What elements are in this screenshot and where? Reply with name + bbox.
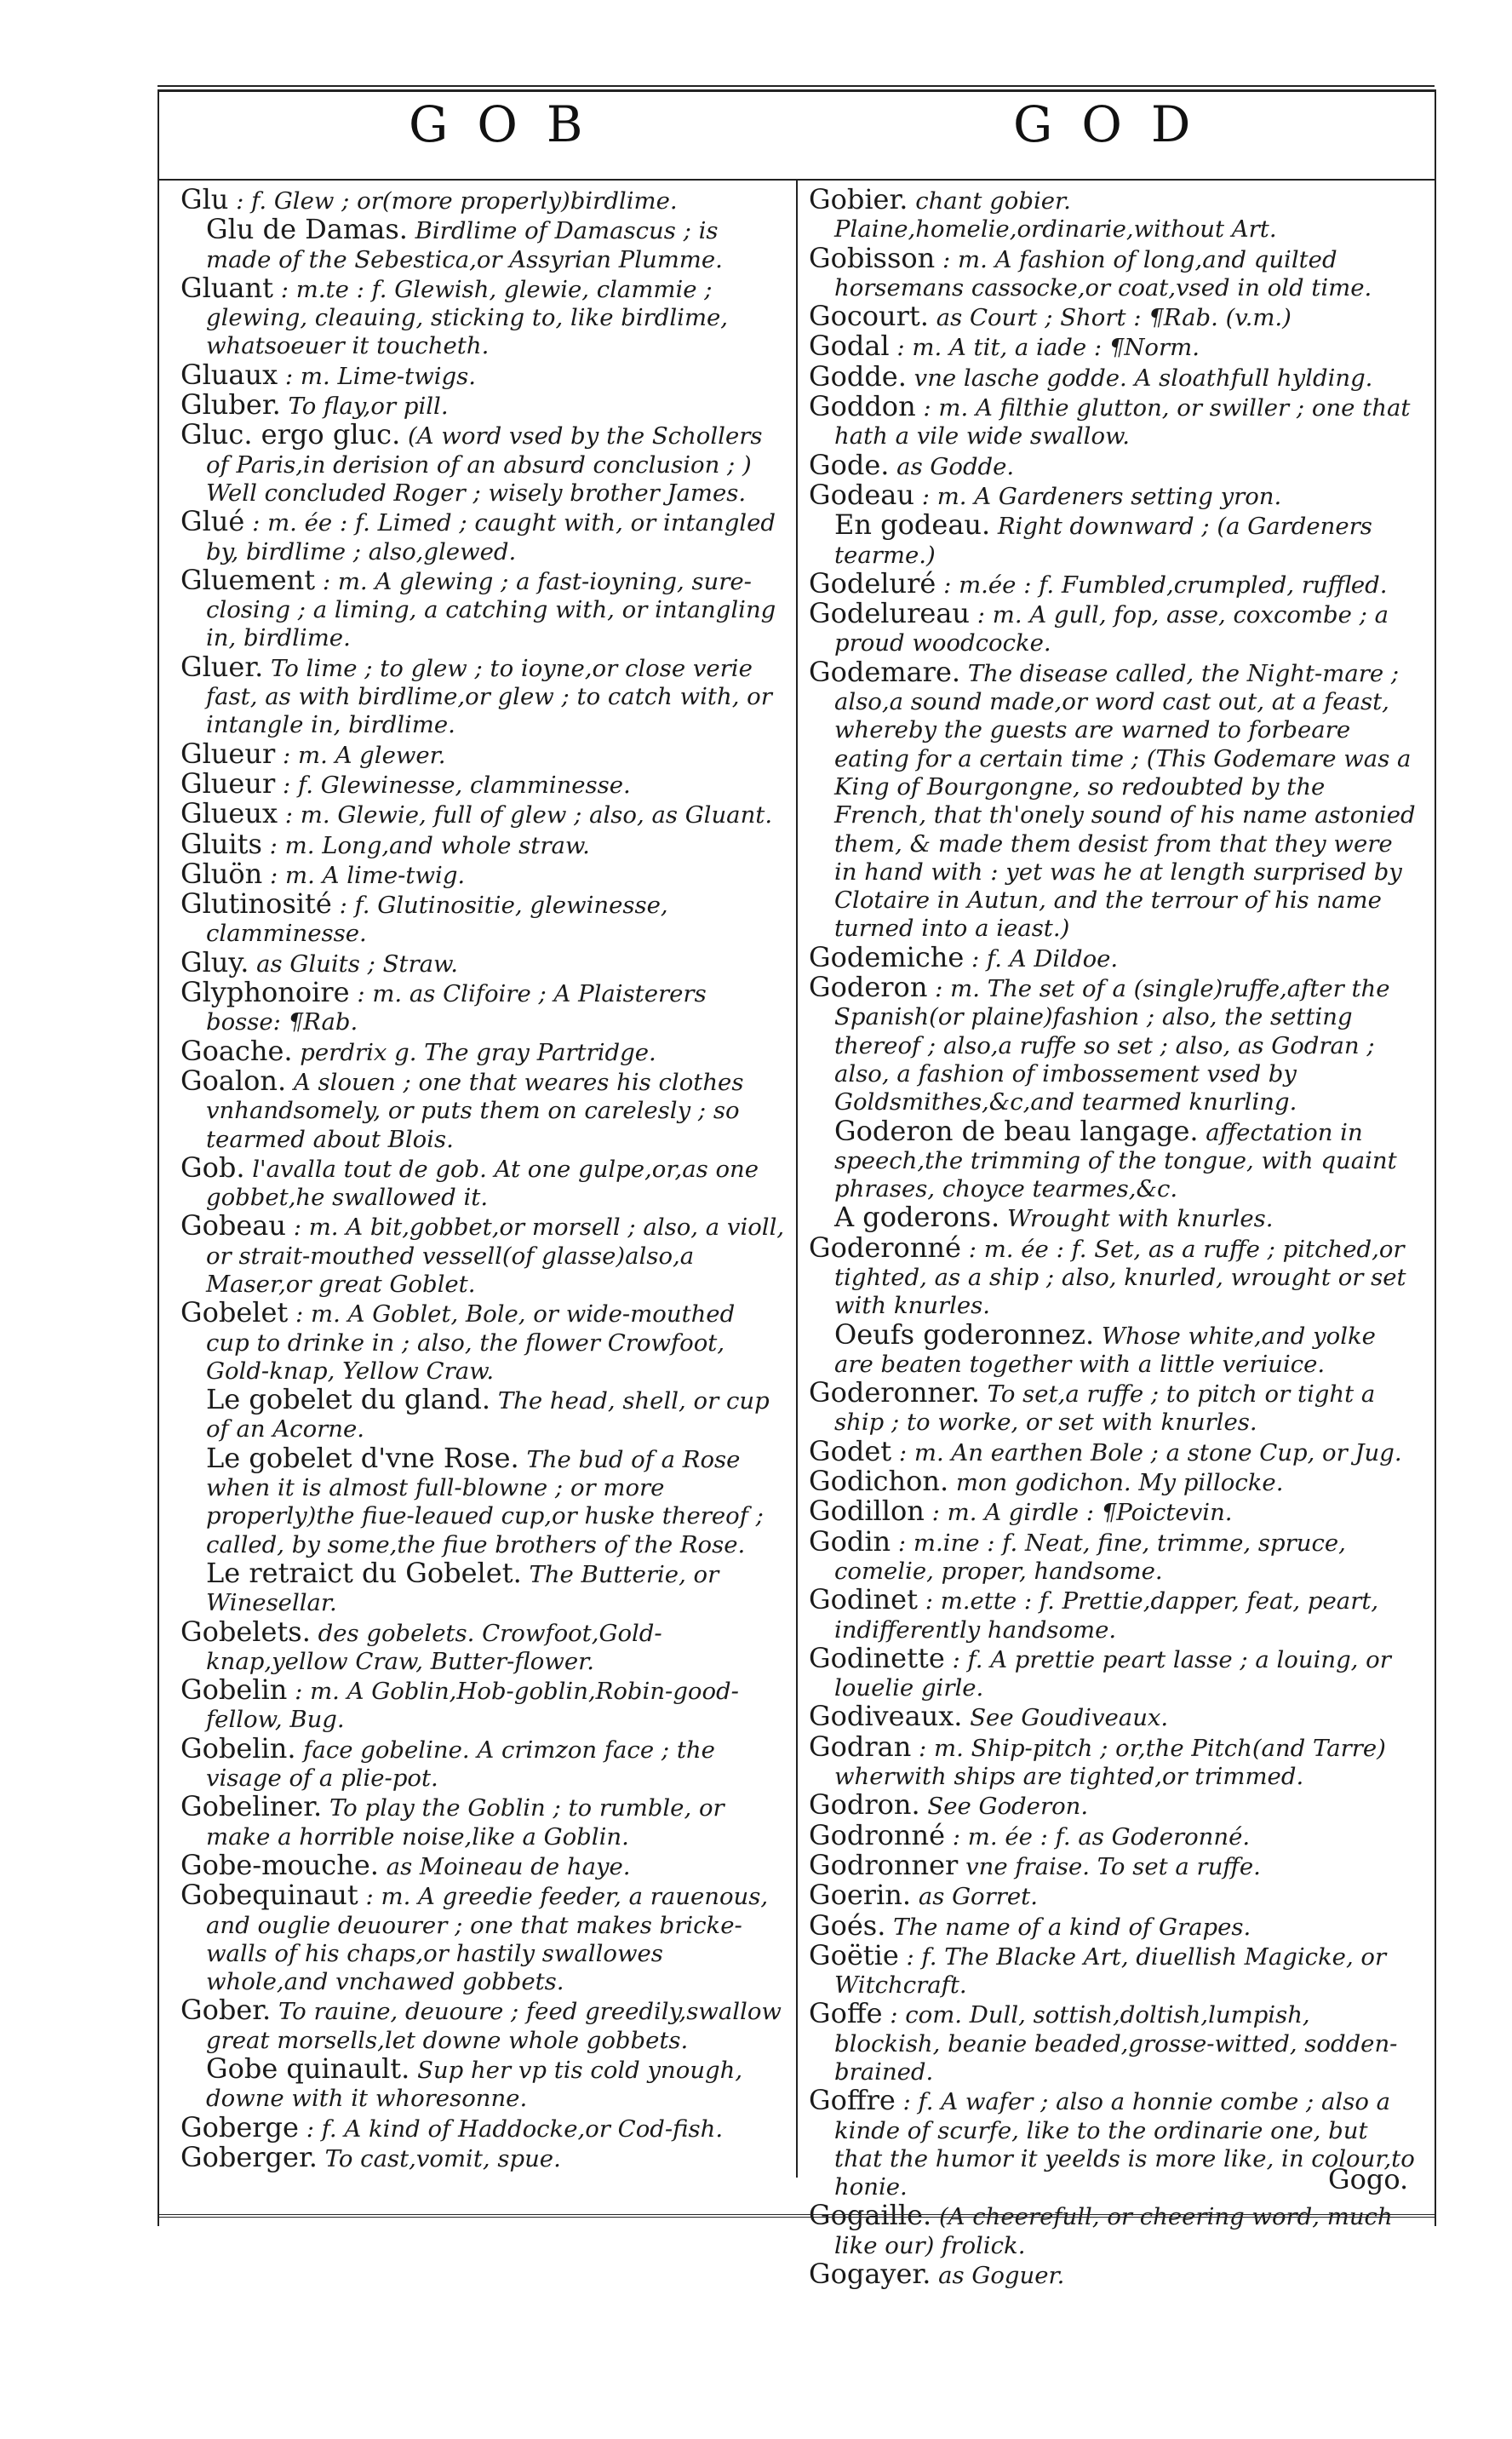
entry-definition: : m. ée : f. Set, as a ruffe ; pitched,or tighted, as a ship ; also, knurled, wrought or set with knurles. <box>834 1235 1406 1320</box>
entry-definition: perdrix g. The gray Partridge. <box>300 1038 656 1066</box>
entry-definition: (A word vsed by the Schollers of Paris,in derision of an absurd conclusion ; ) Well concluded Roger ; wisely brother James. <box>206 422 763 507</box>
entry-definition: To set,a ruffe ; to pitch or tight a ship ; to worke, or set with knurles. <box>834 1380 1376 1437</box>
entry-headword: A goderons. <box>834 1201 1000 1234</box>
entry-headword: Goffre <box>809 2084 896 2117</box>
entry-definition: (A cheerefull, or cheering word, much like our) frolick. <box>834 2203 1393 2259</box>
entry-headword: Glueur <box>180 766 276 800</box>
entry-headword: Gode. <box>809 448 890 481</box>
dictionary-entry <box>809 302 1422 332</box>
entry-definition: : m. A filthie glutton, or swiller ; one that hath a vile wide swallow. <box>834 394 1411 450</box>
right-column <box>809 183 1422 2291</box>
entry-headword: Glu <box>180 183 229 215</box>
bottom-rule <box>158 2214 1435 2218</box>
entry-definition: : m. A Goblet, Bole, or wide-mouthed cup to drinke in ; also, the flower Crowfoot, Gold-knap, Yellow Craw. <box>206 1300 736 1385</box>
column-rule <box>796 181 798 2178</box>
entry-definition: : f. A prettie peart lasse ; a louing, or louelie girle. <box>834 1645 1391 1702</box>
dictionary-entry <box>180 1209 785 1299</box>
entry-headword: Goderonner. <box>809 1376 980 1409</box>
entry-headword: Gobelets. <box>180 1615 311 1648</box>
entry-definition: : m. A bit,gobbet,or morsell ; also, a violl, or strait-mouthed vessell(of glasse)also,a Maser,or great Goblet. <box>206 1214 785 1298</box>
entry-definition: : m. A greedie feeder, a rauenous, and ouglie deuourer ; one that makes bricke-walls of his chaps,or hastily swallowes whole,and vnchawed gobbets. <box>206 1883 769 1996</box>
entry-definition: The name of a kind of Grapes. <box>893 1913 1251 1941</box>
dictionary-entry <box>180 1441 785 1559</box>
dictionary-entry <box>809 1938 1422 2000</box>
entry-definition: See Goudiveaux. <box>970 1704 1169 1732</box>
dictionary-entry <box>809 1730 1422 1792</box>
dictionary-entry <box>180 1383 785 1444</box>
entry-definition: The disease called, the Night-mare ; also,a sound made,or word cast out, at a feast, whereby the guests are warned to forbeare eating for a certain time ; (This Godemare was a King of Bourgongne, so redoubted by the French, that th'onely sound of his name astonied them, & made them desist from that they were in hand with : yet was he at length surprised by Clotaire in Autun, and the terrour of his name turned into a ieast.) <box>834 659 1416 943</box>
entry-headword: Gobe-mouche. <box>180 1848 379 1881</box>
entry-headword: Goddon <box>809 390 916 423</box>
entry-headword: Gluc. ergo gluc. <box>180 418 401 451</box>
dictionary-entry <box>180 1151 785 1213</box>
entry-definition: To lime ; to glew ; to ioyne,or close verie fast, as with birdlime,or glew ; to catch with, or intangle in, birdlime. <box>206 654 772 739</box>
entry-definition: : m. Glewie, full of glew ; also, as Gluant. <box>284 801 773 829</box>
entry-definition: : m. An earthen Bole ; a stone Cup, or Jug. <box>898 1438 1402 1466</box>
entry-headword: Glu de Damas. <box>206 213 408 246</box>
entry-headword: Le gobelet du gland. <box>206 1383 491 1416</box>
dictionary-entry <box>809 1818 1422 1851</box>
entry-headword: Gobeliner. <box>180 1790 323 1823</box>
entry-headword: Gluy. <box>180 945 249 978</box>
entry-definition: : m. A glewer. <box>283 741 446 769</box>
dictionary-entry <box>809 2260 1422 2290</box>
entry-headword: Glutinosité <box>180 887 332 921</box>
dictionary-entry <box>809 1317 1422 1380</box>
entry-definition: : f. A kind of Haddocke,or Cod-fish. <box>306 2115 724 2143</box>
entry-headword: Goberge <box>180 2110 299 2143</box>
entry-headword: Godinet <box>809 1583 918 1616</box>
entry-headword: Oeufs goderonnez. <box>834 1317 1095 1351</box>
entry-headword: Godillon <box>809 1495 925 1528</box>
entry-definition: : f. A wafer ; also a honnie combe ; also a kinde of scurfe, like to the ordinarie one, but that the humor it yeelds is more like, in colour,to honie. <box>834 2088 1415 2201</box>
entry-definition: To cast,vomit, spue. <box>324 2144 561 2172</box>
dictionary-entry <box>180 650 785 740</box>
entry-definition: : m. Long,and whole straw. <box>269 831 590 859</box>
dictionary-entry <box>809 1702 1422 1732</box>
entry-headword: Glyphonoire <box>180 976 350 1009</box>
entry-definition: : m. ée : f. as Goderonné. <box>952 1822 1251 1851</box>
entry-definition: as Godde. <box>896 452 1015 480</box>
dictionary-entry <box>180 737 785 770</box>
entry-headword: Gobelet <box>180 1296 289 1329</box>
entry-headword: Gobier. <box>809 183 908 215</box>
dictionary-entry <box>180 766 785 800</box>
entry-definition: : m. A glewing ; a fast-ioyning, sure-closing ; a liming, a catching with, or intangling in, birdlime. <box>206 567 776 652</box>
entry-headword: Godin <box>809 1524 891 1558</box>
entry-headword: Godde. <box>809 359 907 393</box>
entry-definition: The Butterie, or Winesellar. <box>206 1560 719 1617</box>
entry-definition: : m. A fashion of long,and quilted horsemans cassocke,or coat,vsed in old time. <box>834 245 1372 301</box>
entry-definition: : m. ée : f. Limed ; caught with, or intangled by, birdlime ; also,glewed. <box>206 509 776 565</box>
dictionary-entry <box>809 1641 1422 1703</box>
dictionary-entry <box>809 940 1422 973</box>
entry-definition: To rauine, deuoure ; feed greedily,swallow great morsells,let downe whole gobbets. <box>206 1998 782 2054</box>
entry-headword: Gobequinaut <box>180 1879 358 1912</box>
dictionary-entry <box>180 1673 785 1735</box>
dictionary-entry <box>809 183 1422 244</box>
entry-headword: Goés. <box>809 1908 886 1942</box>
entry-headword: Gobisson <box>809 241 936 274</box>
entry-definition: : f. The Blacke Art, diuellish Magicke, or Witchcraft. <box>834 1943 1387 2000</box>
entry-headword: Godemiche <box>809 940 965 973</box>
dictionary-entry <box>809 1203 1422 1233</box>
entry-headword: Gogaille. <box>809 2199 932 2232</box>
entry-definition: : m.ette : f. Prettie,dapper, feat, peart, indifferently handsome. <box>834 1587 1379 1644</box>
entry-definition: vne lasche godde. A sloathfull hylding. <box>914 364 1373 392</box>
dictionary-entry <box>180 505 785 566</box>
dictionary-entry <box>809 1434 1422 1467</box>
entry-headword: Gocourt. <box>809 300 929 333</box>
entry-headword: Glueur <box>180 737 276 770</box>
entry-definition: affectation in speech,the trimming of the tongue, with quaint phrases, choyce tearmes,&c. <box>834 1118 1397 1203</box>
entry-headword: Gob. <box>180 1151 245 1184</box>
entry-definition: as Moineau de haye. <box>386 1852 631 1880</box>
entry-headword: Godinette <box>809 1641 945 1674</box>
entry-definition: : com. Dull, sottish,doltish,lumpish, blockish, beanie beaded,grosse-witted, sodden-brained. <box>834 2001 1398 2086</box>
entry-headword: Le gobelet d'vne Rose. <box>206 1441 519 1474</box>
entry-headword: Gogayer. <box>809 2258 931 2291</box>
dictionary-entry <box>180 271 785 361</box>
entry-headword: Godelureau <box>809 597 971 630</box>
entry-headword: Goffe <box>809 1997 883 2030</box>
dictionary-entry <box>180 827 785 860</box>
dictionary-entry <box>180 1848 785 1881</box>
dictionary-entry <box>809 973 1422 1116</box>
dictionary-entry <box>180 1996 785 2055</box>
entry-headword: Godronné <box>809 1818 946 1851</box>
dictionary-entry <box>809 597 1422 658</box>
entry-definition: Wrought with knurles. <box>1006 1205 1274 1233</box>
entry-definition: Birdlime of Damascus ; is made of the Sebestica,or Assyrian Plumme. <box>206 217 723 273</box>
dictionary-entry <box>180 857 785 890</box>
entry-headword: Gobelin. <box>180 1731 296 1765</box>
dictionary-entry <box>809 1908 1422 1942</box>
entry-headword: Gobeau <box>180 1209 286 1242</box>
entry-definition: A slouen ; one that weares his clothes vnhandsomely, or puts them on carelesly ; so tearmed about Blois. <box>206 1068 744 1153</box>
entry-definition: as Goguer. <box>938 2262 1065 2290</box>
dictionary-entry <box>180 183 785 215</box>
entry-definition: vne fraise. To set a ruffe. <box>965 1852 1261 1880</box>
dictionary-entry <box>809 655 1422 944</box>
entry-headword: Godemare. <box>809 655 961 688</box>
dictionary-entry <box>809 1114 1422 1204</box>
entry-headword: Godichon. <box>809 1465 949 1498</box>
entry-headword: Godeluré <box>809 566 936 600</box>
entry-headword: Glué <box>180 505 245 538</box>
entry-definition: To flay,or pill. <box>288 393 449 421</box>
dictionary-entry <box>180 1064 785 1154</box>
entry-definition: mon godichon. My pillocke. <box>955 1469 1284 1497</box>
dictionary-entry <box>809 390 1422 451</box>
dictionary-entry <box>180 2110 785 2143</box>
entry-headword: Goerin. <box>809 1879 912 1912</box>
dictionary-entry <box>809 1788 1422 1822</box>
entry-headword: Gluaux <box>180 358 278 391</box>
dictionary-entry <box>809 1497 1422 1527</box>
dictionary-entry <box>180 887 785 949</box>
entry-definition: : m. as Clifoire ; A Plaisterers bosse: ¶Rab. <box>206 980 707 1036</box>
entry-definition: : m. A girdle : ¶Poictevin. <box>931 1499 1233 1527</box>
entry-headword: En godeau. <box>834 508 991 542</box>
catchword: Gogo. <box>1328 2163 1409 2195</box>
top-rule <box>158 85 1435 87</box>
dictionary-entry <box>809 508 1422 570</box>
dictionary-entry <box>180 215 785 274</box>
dictionary-entry <box>180 388 785 422</box>
entry-definition: : m.ine : f. Neat, fine, trimme, spruce, comelie, proper, handsome. <box>834 1529 1346 1585</box>
entry-headword: Goderon de beau langage. <box>834 1114 1199 1147</box>
entry-headword: Godiveaux. <box>809 1700 963 1733</box>
dictionary-entry <box>809 448 1422 481</box>
dictionary-entry <box>180 1615 785 1677</box>
entry-headword: Godeau <box>809 478 914 511</box>
entry-headword: Gluant <box>180 271 273 304</box>
dictionary-entry <box>180 1731 785 1793</box>
dictionary-entry <box>809 478 1422 511</box>
dictionary-entry <box>180 1881 785 1996</box>
entry-definition: To play the Goblin ; to rumble, or make a horrible noise,like a Goblin. <box>206 1794 724 1851</box>
entry-definition: Sup her vp tis cold ynough, downe with it whoresonne. <box>206 2057 743 2113</box>
dictionary-entry <box>180 978 785 1037</box>
entry-headword: Goëtie <box>809 1938 899 1971</box>
dictionary-entry <box>180 1034 785 1067</box>
entry-definition: : m. The set of a (single)ruffe,after the Spanish(or plaine)fashion ; also, the setting thereof ; also,a ruffe so set ; also, as Godran ; also, a fashion of imbossement vsed by Goldsmithes,&c,and tearmed knurling. <box>834 975 1390 1116</box>
entry-definition: : f. Glutinositie, glewinesse, clamminesse. <box>206 892 668 948</box>
entry-definition: : m. A tit, a iade : ¶Norm. <box>896 334 1200 362</box>
entry-headword: Gluits <box>180 827 262 860</box>
entry-definition: : m.te : f. Glewish, glewie, clammie ; glewing, cleauing, sticking to, like birdlime, whatsoeuer it toucheth. <box>206 275 729 360</box>
entry-headword: Goderonné <box>809 1231 961 1264</box>
dictionary-entry <box>809 241 1422 303</box>
dictionary-entry <box>809 1467 1422 1497</box>
dictionary-entry <box>180 1790 785 1851</box>
dictionary-entry <box>180 945 785 978</box>
entry-headword: Godal <box>809 330 890 363</box>
entry-headword: Goberger. <box>180 2140 318 2173</box>
dictionary-entry <box>809 1231 1422 1321</box>
entry-definition: Whose white,and yolke are beaten together with a little veriuice. <box>834 1322 1376 1378</box>
entry-definition: The head, shell, or cup of an Acorne. <box>206 1387 770 1443</box>
entry-headword: Glueux <box>180 797 278 830</box>
dictionary-entry <box>180 358 785 391</box>
entry-headword: Gober. <box>180 1994 272 2027</box>
entry-definition: : m. Lime-twigs. <box>284 362 476 390</box>
entry-headword: Gluber. <box>180 388 281 422</box>
entry-definition: : m. A Goblin,Hob-goblin,Robin-good-fellow, Bug. <box>206 1678 739 1734</box>
entry-definition: : m. A gull, fop, asse, coxcombe ; a proud woodcocke. <box>834 601 1389 657</box>
entry-definition: : m. Ship-pitch ; or,the Pitch(and Tarre) wherwith ships are tighted,or trimmed. <box>834 1734 1386 1791</box>
entry-headword: Gobe quinault. <box>206 2052 410 2085</box>
entry-definition: l'avalla tout de gob. At one gulpe,or,as one gobbet,he swallowed it. <box>206 1155 759 1212</box>
entry-definition: face gobeline. A crimzon face ; the visage of a plie-pot. <box>206 1736 715 1793</box>
entry-definition: as Court ; Short : ¶Rab. (v.m.) <box>936 304 1292 332</box>
entry-headword: Gluön <box>180 857 263 890</box>
entry-definition: : f. A Dildoe. <box>971 944 1119 973</box>
entry-definition: See Goderon. <box>927 1793 1089 1821</box>
entry-definition: as Gluits ; Straw. <box>256 950 459 978</box>
entry-definition: : m.ée : f. Fumbled,crumpled, ruffled. <box>943 571 1388 599</box>
entry-headword: Gobelin <box>180 1673 288 1707</box>
dictionary-entry <box>809 1524 1422 1587</box>
entry-definition: des gobelets. Crowfoot,Gold-knap,yellow Craw, Butter-flower. <box>206 1619 662 1675</box>
entry-headword: Gluer. <box>180 650 264 683</box>
entry-definition: The bud of a Rose when it is almost full-blowne ; or more properly)the fiue-leaued cup,or huske thereof ; called, by some,the fiue brothers of the Rose. <box>206 1445 764 1558</box>
dictionary-entry <box>809 1848 1422 1881</box>
entry-definition: : m. A lime-twig. <box>270 861 466 889</box>
dictionary-entry <box>180 418 785 508</box>
entry-headword: Goache. <box>180 1034 293 1067</box>
dictionary-entry <box>809 1376 1422 1438</box>
entry-definition: as Gorret. <box>918 1883 1038 1911</box>
entry-headword: Godronner <box>809 1848 959 1881</box>
dictionary-entry <box>809 2201 1422 2260</box>
entry-headword: Gluement <box>180 563 316 596</box>
dictionary-entry <box>809 1997 1422 2086</box>
entry-headword: Godran <box>809 1730 912 1763</box>
entry-headword: Goalon. <box>180 1064 287 1097</box>
dictionary-entry <box>180 1556 785 1618</box>
dictionary-entry <box>180 1296 785 1386</box>
dictionary-entry <box>180 797 785 830</box>
entry-headword: Goderon <box>809 971 928 1004</box>
dictionary-entry <box>809 566 1422 600</box>
dictionary-entry <box>809 359 1422 393</box>
entry-headword: Godet <box>809 1434 892 1467</box>
dictionary-entry <box>809 1583 1422 1644</box>
entry-headword: Godron. <box>809 1788 920 1822</box>
entry-headword: Le retraict du Gobelet. <box>206 1556 522 1589</box>
dictionary-entry <box>809 332 1422 362</box>
entry-definition: : f. Glewinesse, clamminesse. <box>283 771 631 799</box>
left-column <box>180 183 785 2173</box>
entry-definition: : m. A Gardeners setting yron. <box>921 482 1282 510</box>
dictionary-entry <box>180 563 785 653</box>
entry-definition: Right downward ; (a Gardeners tearme.) <box>834 513 1372 569</box>
dictionary-entry <box>180 2052 785 2114</box>
running-head-left: GOB <box>409 95 612 153</box>
dictionary-entry <box>809 1881 1422 1911</box>
entry-definition: chant gobier. Plaine,homelie,ordinarie,without Art. <box>834 187 1277 244</box>
dictionary-entry <box>180 2140 785 2173</box>
running-head-right: GOD <box>1013 95 1220 153</box>
entry-definition: : f. Glew ; or(more properly)birdlime. <box>236 187 678 215</box>
